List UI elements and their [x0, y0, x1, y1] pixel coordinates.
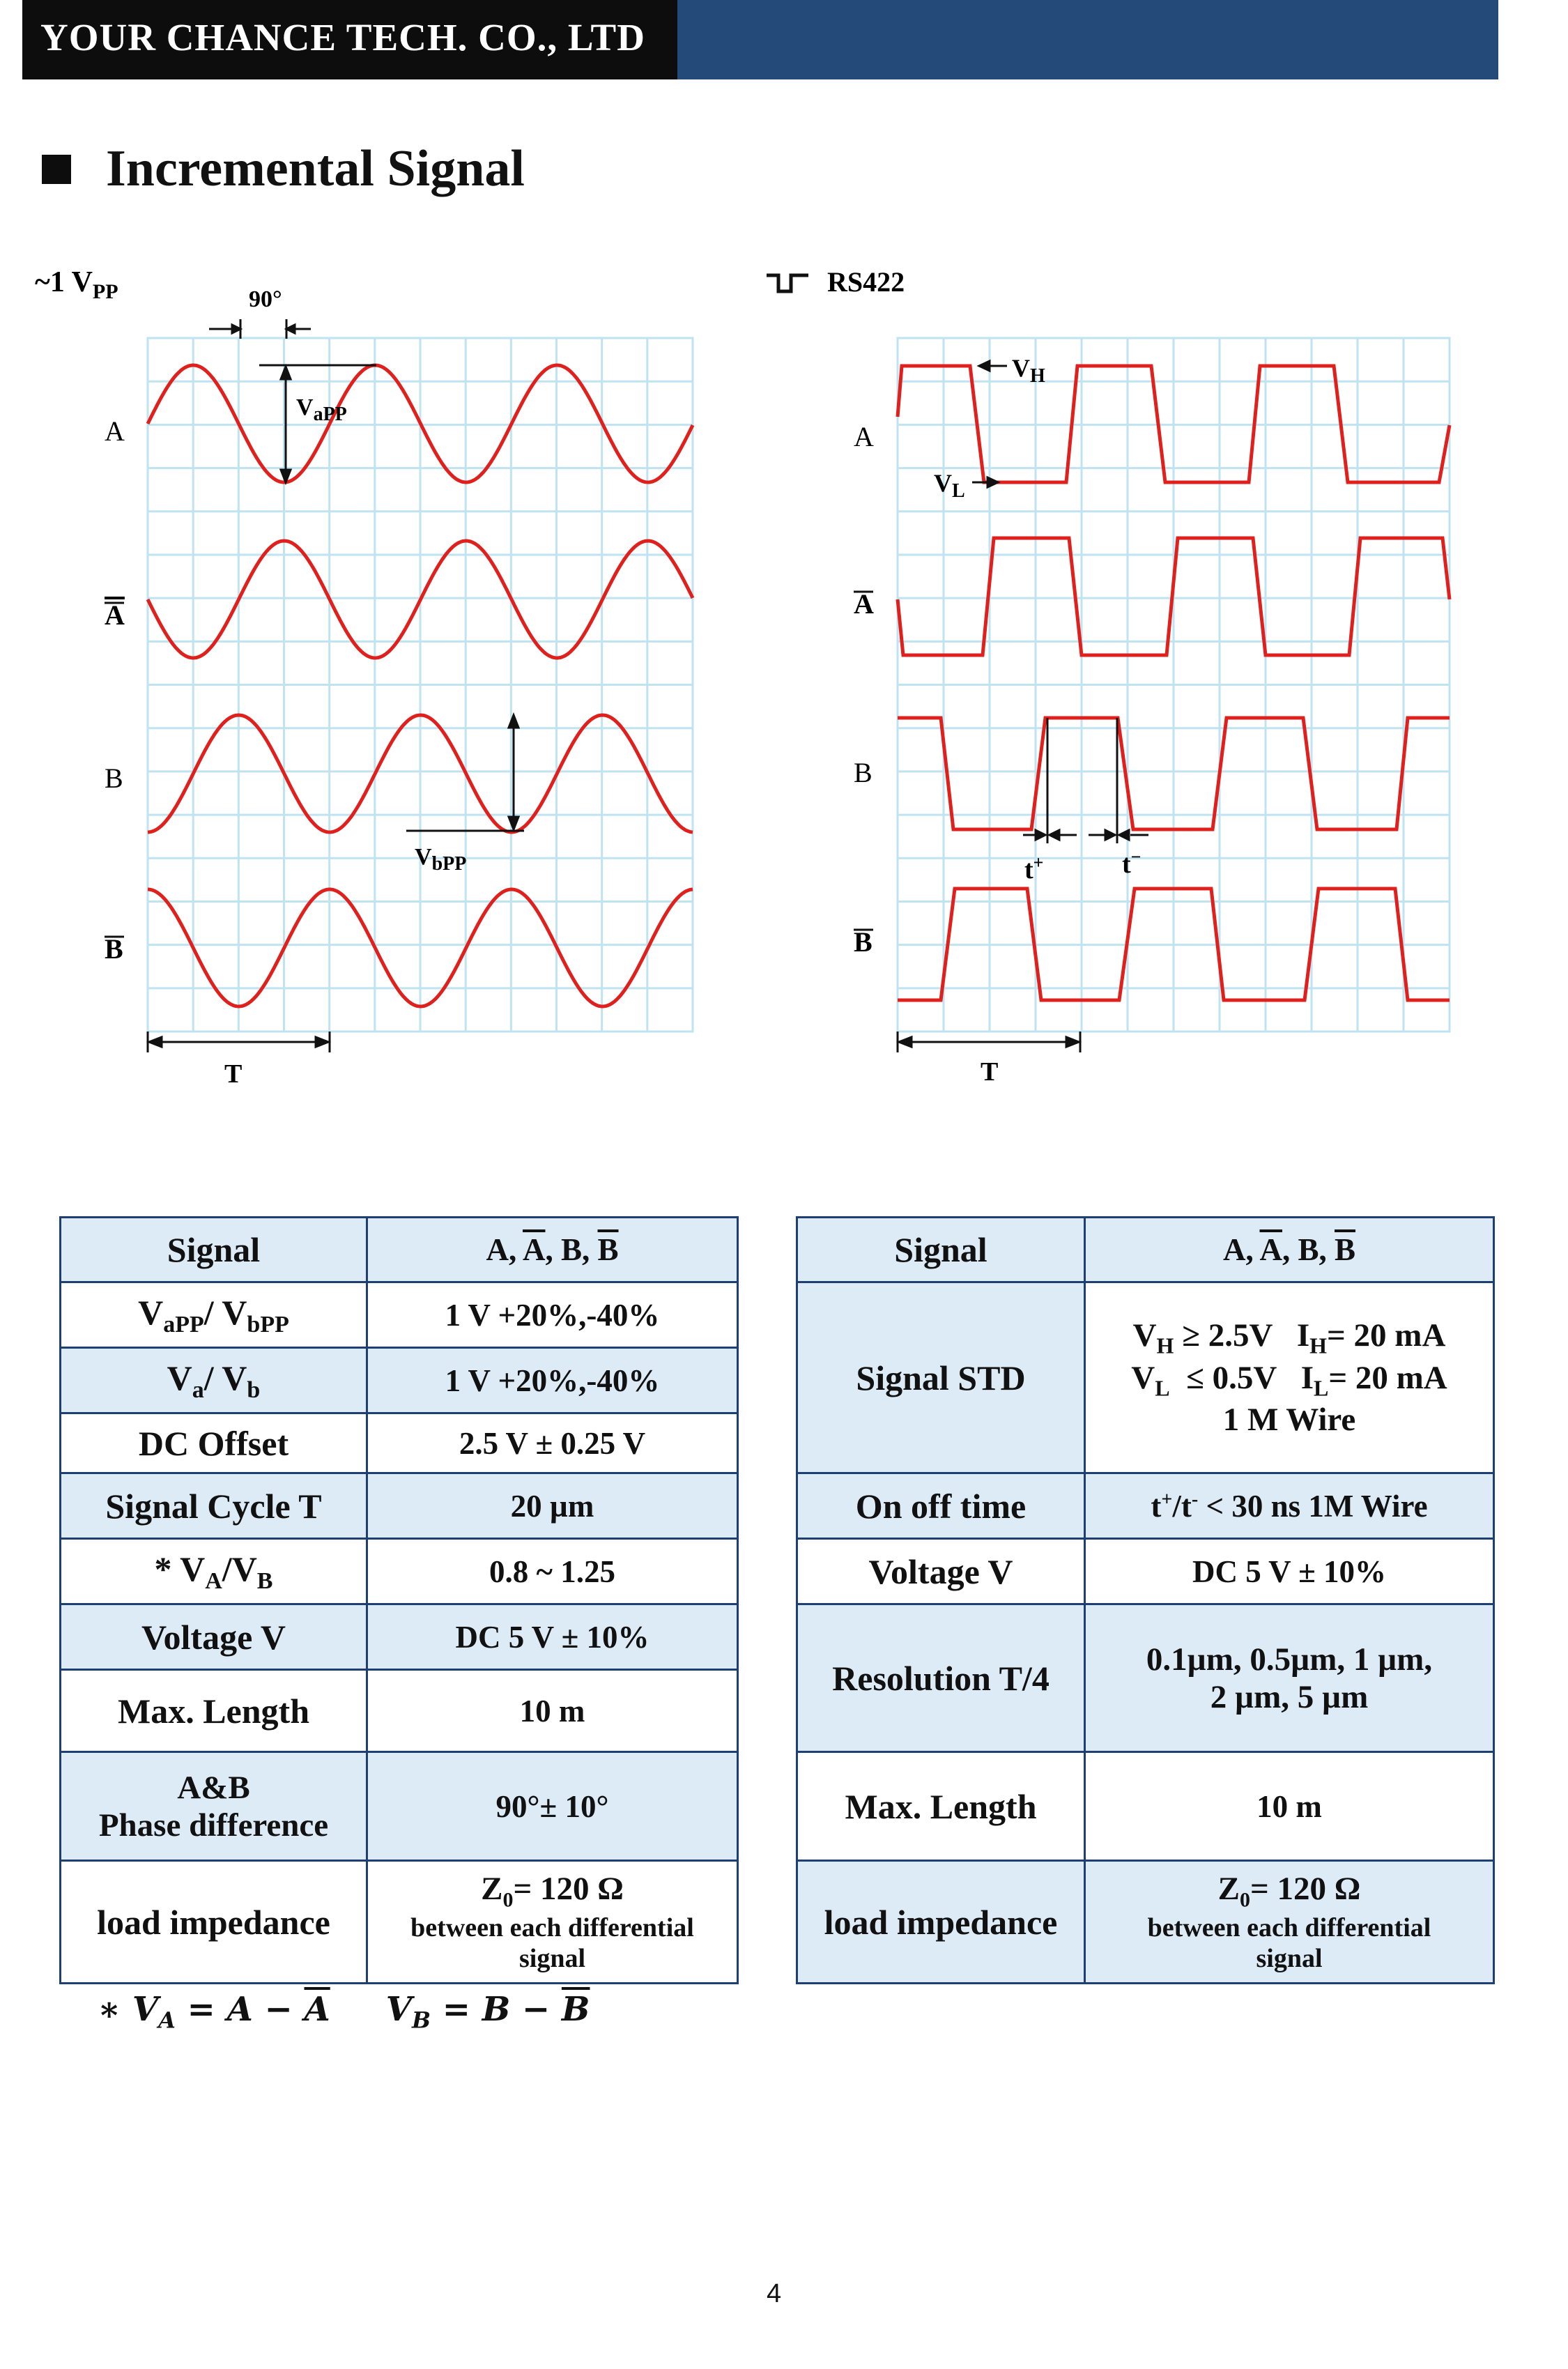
period-label: T [981, 1057, 999, 1087]
sine-amplitude-label: ~1 $V_{PP}$ [35, 266, 118, 303]
channel-label-a-bar: A [854, 588, 874, 620]
vapp-label: $V_{aPP}$ [296, 394, 347, 425]
vbpp-label: $V_{bPP}$ [415, 844, 467, 875]
vpp-label: $V_{aPP}/$ $V_{bPP}$ [61, 1282, 367, 1348]
signal-value: A, $\overline{A}$, B, $\overline{B}$ [1085, 1218, 1494, 1282]
signal-label: Signal [797, 1218, 1085, 1282]
table-row [61, 1752, 738, 1861]
section-title: Incremental Signal [106, 140, 525, 197]
on-off-time-value: t+/t- < 30 ns 1M Wire [1085, 1473, 1494, 1539]
channel-label-b: B [105, 762, 123, 794]
table-row [797, 1473, 1494, 1539]
t-minus-label: t− [1122, 847, 1142, 879]
period-label: T [224, 1059, 243, 1089]
load-impedance-value: $Z_0= 120$ Ω between each differential signal [367, 1861, 738, 1984]
vh-label: $V_H$ [1012, 354, 1045, 387]
section-bullet-icon [42, 155, 71, 184]
table-row [61, 1861, 738, 1984]
signal-std-label: Signal STD [797, 1282, 1085, 1473]
channel-label-b-bar: B [105, 933, 123, 965]
rs422-signal-diagram [760, 251, 1491, 1115]
table-row [797, 1218, 1494, 1282]
va-over-vb-label: * $V_A/V_B$ [61, 1539, 367, 1604]
page-number: 4 [767, 2279, 782, 2308]
company-name: YOUR CHANCE TECH. CO., LTD [40, 16, 645, 59]
resolution-value: 0.1µm, 0.5µm, 1 µm, 2 µm, 5 µm [1085, 1604, 1494, 1752]
table-row [61, 1282, 738, 1348]
max-length-label: Max. Length [61, 1670, 367, 1752]
table-row [797, 1861, 1494, 1984]
signal-cycle-value: 20 µm [367, 1473, 738, 1539]
sine-spec-table [59, 1216, 739, 1984]
channel-label-b: B [854, 757, 873, 788]
phase-diff-label: A&B Phase difference [61, 1752, 367, 1861]
phase-arrows [209, 319, 311, 339]
table-row [61, 1473, 738, 1539]
square-wave-icon [767, 275, 808, 291]
signal-cycle-label: Signal Cycle T [61, 1473, 367, 1539]
va-over-vb-value: 0.8 ~ 1.25 [367, 1539, 738, 1604]
on-off-time-label: On off time [797, 1473, 1085, 1539]
rs422-label: RS422 [827, 266, 905, 298]
channel-label-a-bar: A [105, 599, 125, 631]
resolution-label: Resolution T/4 [797, 1604, 1085, 1752]
table-row [797, 1282, 1494, 1473]
signal-value: A, $\overline{A}$, B, $\overline{B}$ [367, 1218, 738, 1282]
voltage-label: Voltage V [61, 1604, 367, 1670]
channel-label-a: A [105, 415, 125, 447]
signal-label: Signal [61, 1218, 367, 1282]
channel-label-a: A [854, 421, 874, 452]
table-row [61, 1348, 738, 1413]
table-row [61, 1413, 738, 1473]
va-vb-value: 1 V +20%,-40% [367, 1348, 738, 1413]
table-row [61, 1604, 738, 1670]
differential-formula: ∗ $V_A = A - \overline{A}$ $V_B = B - \overline{B}$ [98, 1990, 590, 2034]
table-row [61, 1670, 738, 1752]
phase-diff-value: 90°± 10° [367, 1752, 738, 1861]
voltage-value: DC 5 V ± 10% [1085, 1539, 1494, 1604]
sine-signal-diagram [0, 251, 767, 1115]
table-row [797, 1752, 1494, 1861]
max-length-label: Max. Length [797, 1752, 1085, 1861]
period-annotation [148, 1032, 330, 1052]
table-row [797, 1604, 1494, 1752]
vl-label: $V_L$ [934, 469, 965, 502]
channel-label-b-bar: B [854, 926, 873, 958]
dc-offset-label: DC Offset [61, 1413, 367, 1473]
load-impedance-label: load impedance [797, 1861, 1085, 1984]
table-row [61, 1539, 738, 1604]
phase-shift-label: 90° [249, 286, 282, 312]
load-impedance-label: load impedance [61, 1861, 367, 1984]
vpp-value: 1 V +20%,-40% [367, 1282, 738, 1348]
max-length-value: 10 m [1085, 1752, 1494, 1861]
period-annotation [898, 1032, 1080, 1052]
max-length-value: 10 m [367, 1670, 738, 1752]
load-impedance-value: $Z_0= 120$ Ω between each differential signal [1085, 1861, 1494, 1984]
t-plus-label: t+ [1024, 852, 1044, 884]
header-bar-blue [677, 0, 1498, 79]
va-vb-label: $V_a/$ $V_b$ [61, 1348, 367, 1413]
dc-offset-value: 2.5 V ± 0.25 V [367, 1413, 738, 1473]
rs422-spec-table [796, 1216, 1495, 1984]
table-row [61, 1218, 738, 1282]
signal-std-value: $V_H \ge 2.5V$ $I_H= 20$ mA $V_L \le 0.5V$ $I_L= 20$ mA 1 M Wire [1085, 1282, 1494, 1473]
voltage-value: DC 5 V ± 10% [367, 1604, 738, 1670]
table-row [797, 1539, 1494, 1604]
voltage-label: Voltage V [797, 1539, 1085, 1604]
